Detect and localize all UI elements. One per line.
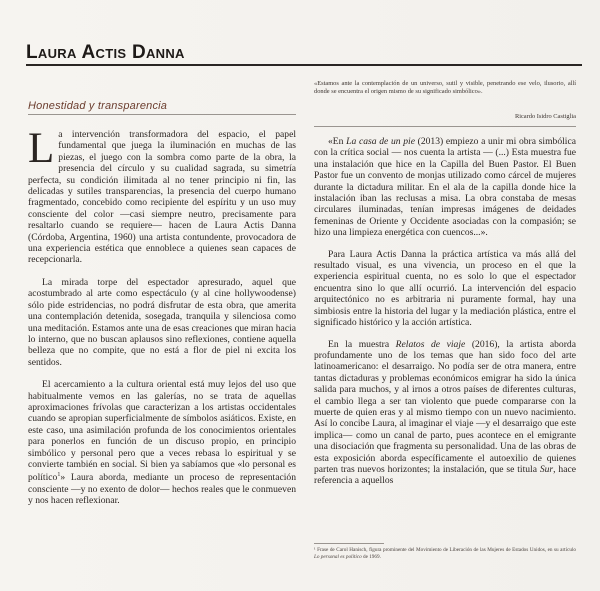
work-title: Sur	[539, 463, 554, 475]
subtitle-divider	[28, 114, 296, 115]
work-title: La casa de un pie	[346, 136, 415, 147]
page-title: Laura Actis Danna	[26, 42, 185, 63]
footnote: ¹ Frase de Carol Hanisch, figura prominente del Movimiento de Liberación de las Mujeres de Estados Unidos, en su artículo Lo personal es político de 1969.	[314, 547, 576, 560]
right-column	[314, 136, 576, 487]
paragraph-mirada: La mirada torpe del espectador apresurado, aquel que acostumbrado al arte como espectáculo (y al cine hollywoodense) sólo pide estridencias, no podrá disfrutar de esta obra, que amerita una contemplación detenida, sosegada, tranquila y silenciosa como una meditación. Estamos ante una de esas creaciones que miran hacia lo interno, que no buscan aplausos sino reflexiones, contiene aquella belleza que no compite, que no está a flor de piel ni excita los sentidos.	[28, 276, 296, 368]
section-subtitle: Honestidad y transparencia	[28, 100, 168, 112]
epigraph-quote: «Estamos ante la contemplación de un universo, sutil y visible, penetrando ese velo, ilusorio, allí donde se encuentra el origen mismo de su significado simbólico».	[314, 80, 576, 95]
paragraph-relatos: En la muestra Relatos de viaje (2016), la artista aborda profundamente uno de los temas que han sido foco del arte latinoamericano: el desarraigo. No podía ser de otra manera, entre tantas dictaduras y problemas económicos emigrar ha sido la única salida para muchos, y al irnos a otros países de diferentes culturas, el cambio llega a ser tan violento que puede compararse con la muerte de quien eras y al mismo tiempo con un nuevo nacimiento. Así lo concibe Laura, al imaginar el viaje —y el desarraigo que este implica— como un canal de parto, pues acontece en el emigrante una disociación que fragmenta su personalidad. Una de las obras de esta exposición aborda específicamente el autoexilio de quienes parten tras nuevos horizontes; la instalación, que se titula Sur, hace referencia a aquellos	[314, 338, 576, 487]
paragraph-casa: «En La casa de un pie (2013) empiezo a unir mi obra simbólica con la crítica social — nos cuenta la artista — (...) Esta muestra fue una instalación que hice en la Capilla del Buen Pastor. El Buen Pastor fue un convento de monjas utilizado como cárcel de mujeres durante la dictadura militar. En el ala de la capilla donde hice la instalación iban las reclusas a misa. La obra constaba de mesas circulares iluminadas, tenían impresas imágenes de deidades femeninas de Oriente y Occidente asociadas con la compasión; se hizo una limpieza energética con cuencos...».	[314, 136, 576, 239]
left-column	[28, 125, 296, 507]
title-divider	[26, 64, 582, 66]
paragraph-practica: Para Laura Actis Danna la práctica artística va más allá del resultado visual, es una vivencia, un proceso en el que la experiencia espiritual cuenta, no es solo lo que el espectador encuentra sino lo que allí ocurrió. La intervención del espacio arquitectónico no es arbitraria ni puramente formal, hay una simbiosis entre la historia del lugar y la mediación plástica, entre el significado histórico y la acción artística.	[314, 248, 576, 329]
epigraph-divider	[314, 126, 576, 127]
footnote-ref: 1	[57, 472, 61, 479]
epigraph-author: Ricardo Isidro Castiglia	[514, 113, 576, 120]
paragraph-intro: La intervención transformadora del espacio, el papel fundamental que juega la iluminación en muchas de las piezas, el juego con la sombra como parte de la obra, la presencia del círculo y su cualidad sagrada, su simetría perfecta, su condición ilimitada al no tener principio ni fin, las delicadas y sutiles transparencias, la presencia del cuerpo humano fragmentado, concebido como recipiente del espíritu y un uso muy consciente del color —casi siempre neutro, precisamente para resaltarlo cuando se requiere— hacen de Laura Actis Danna (Córdoba, Argentina, 1960) una artista contundente, provocadora de una experiencia estética que ennoblece a quienes sean capaces de recepcionarla.	[28, 125, 296, 266]
work-title: Relatos de viaje	[395, 338, 466, 350]
paragraph-oriental: El acercamiento a la cultura oriental está muy lejos del uso que habitualmente vemos en las galerías, no se trata de aquellas aproximaciones frívolas que caracterizan a los artistas occidentales cuando se apropian superficialmente de símbolos asiáticos. Existe, en este caso, una asimilación profunda de los conocimientos orientales para ponerlos en función de un discuso propio, en principio simbólico y personal pero que a veces rebasa lo espiritual y se convierte también en social. Si bien ya sabíamos que «lo personal es político$^1$» Laura aborda, mediante un proceso de representación consciente —y no exento de dolor— hechos reales que le conmueven y nos hacen reflexionar.	[28, 379, 296, 507]
footnote-divider	[314, 543, 384, 544]
drop-cap: L	[28, 125, 55, 172]
